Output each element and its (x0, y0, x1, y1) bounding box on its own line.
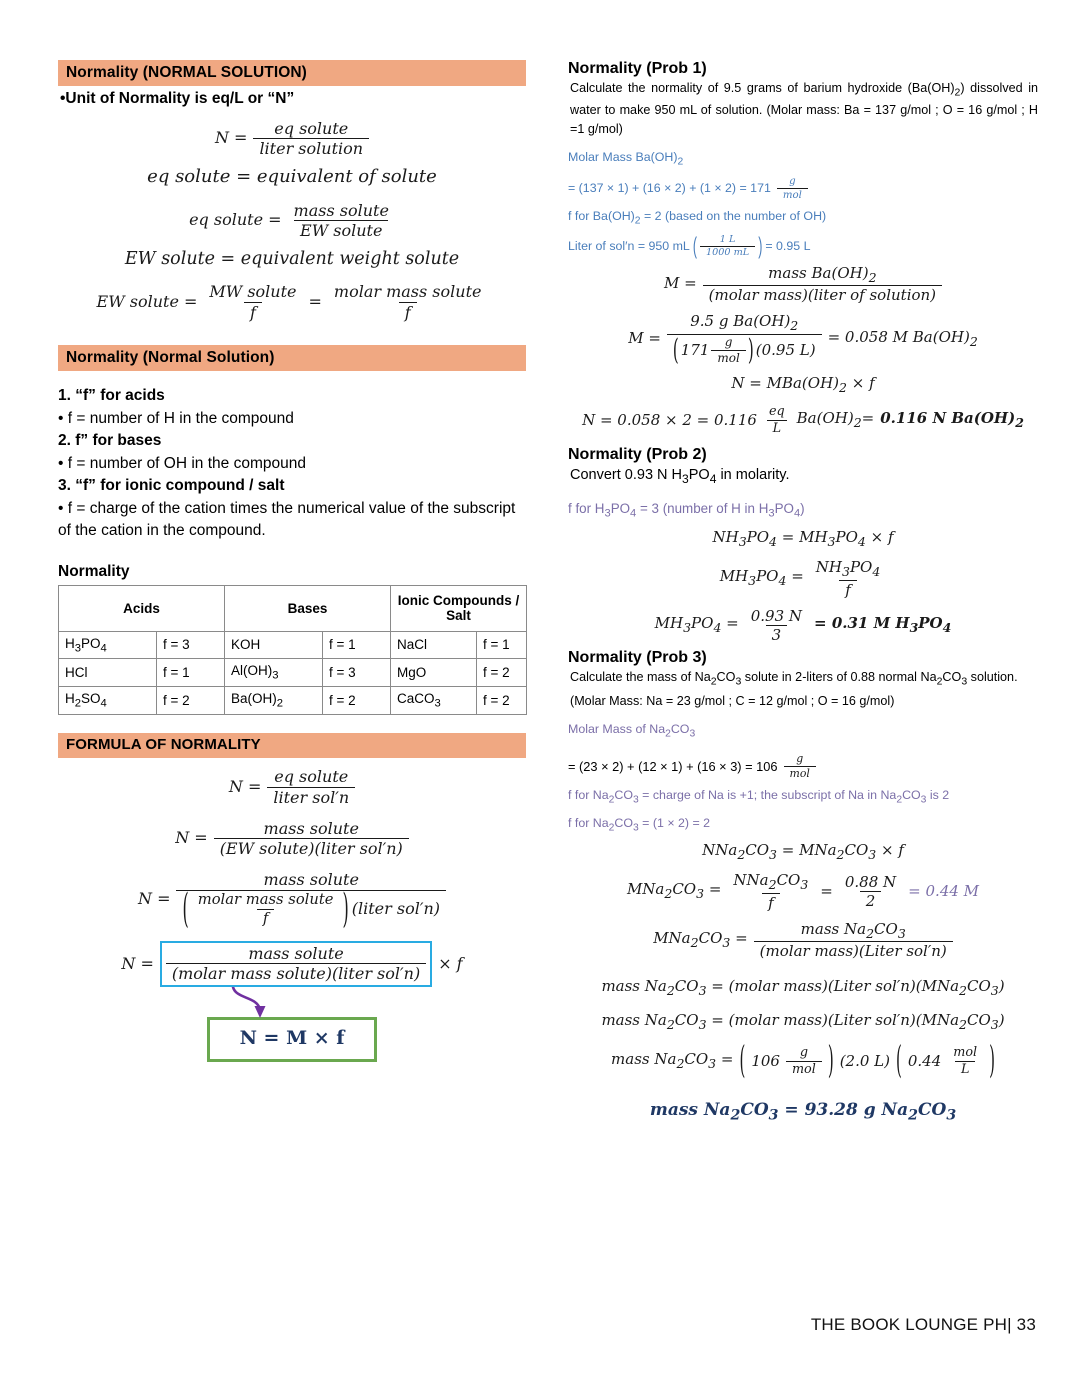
section-banner-formula-of-normality: FORMULA OF NORMALITY (58, 733, 526, 759)
cell-acid-f: f = 3 (157, 631, 225, 659)
p3-eqF-a: 106 (751, 1051, 780, 1070)
cell-base-formula: KOH (225, 631, 323, 659)
rule-2-heading: 2. f” for bases (58, 432, 162, 450)
f4-numerator: mass solute (248, 943, 344, 963)
page-footer: THE BOOK LOUNGE PH| 33 (810, 1315, 1036, 1334)
p3-eqF-c-unit-num: mol (953, 1045, 978, 1061)
problem-3-normality-relation: $NNa_2CO_3 = MNa_2CO_3 \times f$ (702, 840, 904, 862)
problem-1-molar-mass-calc (568, 176, 1038, 201)
equation-formula-2 (58, 820, 526, 858)
p3-eqF-paren-open-1: ( (739, 1037, 746, 1083)
p1-eqA-numerator: mass $Ba(OH)_2$ (768, 263, 877, 285)
arrow-container (58, 987, 526, 1021)
cell-acid-formula: HCl (59, 659, 157, 687)
f1-lhs: N = (228, 776, 262, 796)
cyan-highlight-box (160, 941, 432, 988)
p1-eqB-den-a: 171 (680, 341, 710, 360)
p1-liter-num: 1 L (719, 233, 736, 245)
rule-3-item: • f = charge of the cation times the numerical value of the subscript of the cation in the compound. (58, 499, 516, 540)
problem-1-molar-mass-label: Molar Mass $Ba(OH)_2$ (568, 149, 684, 168)
p2-eqB-denominator: f (839, 580, 857, 598)
rule-3-heading: 3. “f” for ionic compound / salt (58, 477, 285, 495)
equation-formula-4-highlighted (58, 941, 526, 988)
f3-inner-numerator: molar mass solute (197, 890, 334, 908)
f3-paren-open: ( (182, 885, 189, 933)
cell-salt-formula: MgO (391, 659, 477, 687)
eq1-lhs: N = (214, 128, 248, 148)
equation-formula-3 (58, 870, 526, 933)
p1-liter-tail: = 0.95 L (765, 239, 811, 254)
p1-mm-unit-num: g (789, 175, 796, 187)
p3-mm-text: = (23 × 2) + (12 × 1) + (16 × 3) = 106 (568, 759, 778, 775)
cell-acid-formula: $H_2SO_4$ (59, 686, 157, 714)
p1-final-unit-den: L (767, 420, 787, 436)
p3-eqB-equals: = (820, 881, 833, 900)
f1-denominator: liter sol′n (267, 787, 355, 806)
eq3-denominator: EW solute (294, 220, 388, 239)
f2-numerator: mass solute (263, 818, 359, 838)
table-row (59, 659, 527, 687)
equation-ew-solute-definition: EW solute = equivalent weight solute (124, 249, 460, 270)
cell-base-f: f = 2 (323, 686, 391, 714)
problem-3-statement: Calculate the mass of $Na_2CO_3$ solute in 2-liters of 0.88 normal $Na_2CO_3$ solution. (570, 670, 1018, 688)
cell-salt-f: f = 2 (477, 659, 527, 687)
eq1-denominator: liter solution (253, 138, 369, 157)
p1-eqB-paren-open: ( (672, 332, 679, 368)
cell-salt-formula: CaCO$_3$ (391, 686, 477, 714)
problem-2-molarity-formula (568, 559, 1038, 598)
problem-3-mass-substitution (568, 1037, 1038, 1083)
eq3-lhs: eq solute = (189, 210, 282, 230)
cell-acid-f: f = 1 (157, 659, 225, 687)
problem-3-mass-formula (568, 921, 1038, 960)
cell-acid-f: f = 2 (157, 686, 225, 714)
p1-eqB-numerator: 9.5 g $Ba(OH)_2$ (690, 312, 799, 334)
p1-liter-lead: Liter of sol′n = 950 mL (568, 239, 690, 254)
p3-mm-unit-num: g (796, 752, 804, 766)
cell-base-formula: $Al(OH)_3$ (225, 659, 323, 687)
f1-numerator: eq solute (274, 767, 349, 787)
problem-3-mass-derivation-2: mass $Na_2CO_3$ = (molar mass)(Liter $sol'n)(MNa_2CO_3)$ (601, 1010, 1005, 1032)
right-column (568, 60, 1038, 1124)
p1-final-unit-num: eq (768, 404, 785, 420)
p3-eqB-numerator-1: $NNa_2CO_3$ (733, 871, 809, 893)
equation-formula-1 (58, 768, 526, 806)
section-banner-normal-solution: Normality (NORMAL SOLUTION) (58, 60, 526, 86)
p1-liter-paren-open: ( (692, 232, 697, 260)
problem-2-statement: Convert 0.93 N $H_3PO_4$ in molarity. (570, 466, 790, 486)
p3-eqF-c-unit-den: L (955, 1061, 975, 1077)
eq1-numerator: eq solute (274, 118, 349, 138)
f-rules-list (58, 385, 526, 542)
p1-liter-paren-close: ) (758, 232, 763, 260)
eq5-denominator-1: f (244, 302, 262, 321)
p1-eqA-denominator: (molar mass)(liter of solution) (703, 285, 942, 303)
problem-1-title: Normality (Prob 1) (568, 60, 707, 77)
eq5-numerator-2: molar mass solute (333, 282, 482, 302)
table-row (59, 686, 527, 714)
p3-eqF-b: (2.0 L) (839, 1051, 890, 1070)
cell-salt-formula: NaCl (391, 631, 477, 659)
p3-eqF-lead: mass $Na_2CO_3$ = (611, 1050, 734, 1072)
table-header-ionic: Ionic Compounds / Salt (391, 585, 527, 631)
curved-arrow-icon (58, 987, 526, 1021)
problem-3-f-value: f for $Na_2CO_3 = (1 \times 2) = 2$ (568, 815, 711, 834)
p3-eqB-lhs: $MNa_2CO_3$ = (626, 880, 722, 902)
problem-3-molarity-answer: = 0.44 M (908, 881, 980, 900)
p1-eqA-lhs: M = (663, 274, 697, 293)
p2-eqC-numerator: 0.93 N (750, 606, 803, 625)
equation-eq-solute-fraction (58, 202, 526, 240)
problem-3-statement-molar-masses: (Molar Mass: Na = 23 g/mol ; C = 12 g/mol ; O = 16 g/mol) (570, 694, 895, 708)
eq5-equals: = (308, 291, 322, 311)
f3-inner-denominator: f (257, 909, 274, 927)
cell-salt-f: f = 1 (477, 631, 527, 659)
p3-eqC-denominator: (molar mass)(Liter sol′n) (754, 941, 953, 959)
normality-f-table (58, 585, 527, 715)
eq5-numerator-1: MW solute (209, 282, 297, 302)
p3-eqB-denominator-2: 2 (860, 891, 882, 909)
rule-1-item: • f = number of H in the compound (58, 409, 294, 427)
p1-mm-unit-den: mol (777, 188, 808, 201)
f4-denominator: (molar mass solute)(liter sol′n) (166, 963, 426, 982)
normality-unit-bullet: •Unit of Normality is eq/L or “N” (60, 90, 295, 108)
section-banner-f-rules: Normality (Normal Solution) (58, 345, 526, 371)
problem-1-statement: Calculate the normality of 9.5 grams of barium hydroxide $(Ba(OH)_2)$ dissolved in water to make 950 mL of solution. (Molar mass: Ba = 137 g/mol ; O = 16 g/mol ; H =1 g/mol) (570, 81, 1038, 137)
table-header-acids: Acids (59, 585, 225, 631)
p1-final-mid: $Ba(OH)_2=$ (796, 409, 875, 431)
p3-eqF-paren-close-1: ) (827, 1037, 834, 1083)
eq5-lhs: EW solute = (96, 291, 198, 311)
p2-eqC-lhs: $MH_3PO_4$ = (654, 614, 739, 636)
p1-eqB-paren-close: ) (747, 332, 754, 368)
problem-2-molarity-calc (568, 608, 1038, 643)
left-column (58, 60, 526, 1062)
problem-3-mass-derivation-1: mass $Na_2CO_3$ = (molar mass)(Liter $sol'n)(MNa_2CO_3)$ (601, 976, 1005, 998)
problem-3-molar-mass-label: Molar Mass of $Na_2CO_3$ (568, 721, 696, 739)
eq5-denominator-2: f (399, 302, 417, 321)
cell-base-f: f = 3 (323, 659, 391, 687)
p1-eqB-unit-den: mol (711, 350, 745, 365)
cell-base-formula: $Ba(OH)_2$ (225, 686, 323, 714)
problem-2-title: Normality (Prob 2) (568, 445, 707, 463)
problem-3-final-answer: mass $Na_2CO_3 = 93.28$ g $Na_2CO_3$ (649, 1099, 957, 1124)
problem-3-molarity-calc (568, 872, 1038, 911)
p3-mm-unit-den: mol (784, 766, 816, 780)
p1-final-lead: N = 0.058 × 2 = 0.116 (582, 410, 757, 429)
p2-eqB-numerator: $NH_3PO_4$ (815, 558, 881, 580)
p3-eqF-c: 0.44 (907, 1051, 942, 1070)
p3-eqC-numerator: mass $Na_2CO_3$ (800, 919, 906, 941)
f2-lhs: N = (175, 828, 208, 848)
f3-lhs: N = (137, 888, 171, 908)
equation-ew-solute-fraction (58, 283, 526, 321)
f3-numerator: mass solute (263, 870, 359, 890)
f4-tail: × f (438, 953, 463, 973)
problem-1-molarity-formula (568, 265, 1038, 304)
p2-eqC-denominator: 3 (766, 625, 788, 643)
rule-2-item: • f = number of OH in the compound (58, 454, 306, 472)
cell-acid-formula: $H_3PO_4$ (59, 631, 157, 659)
p3-eqF-a-unit-num: g (799, 1045, 808, 1061)
problem-1-answer: 0.116 N $Ba(OH)_2$ (880, 409, 1024, 431)
eq3-numerator: mass solute (293, 200, 389, 220)
f3-paren-close: ) (342, 885, 349, 933)
problem-2-f-value: f for $H_3PO_4 = 3$ (number of H in $H_3PO_4$) (568, 501, 805, 521)
f4-lhs: N = (121, 953, 154, 973)
p3-eqF-paren-open-2: ( (895, 1037, 902, 1083)
p2-eqB-lhs: $MH_3PO_4$ = (719, 567, 804, 589)
p1-eqB-result: = 0.058 M $Ba(OH)_2$ (827, 327, 978, 349)
p1-mm-text: = (137 × 1) + (16 × 2) + (1 × 2) = 171 (568, 180, 771, 195)
p3-eqB-numerator-2: 0.88 N (844, 872, 897, 891)
f2-denominator: (EW solute)(liter sol′n) (214, 838, 409, 857)
p3-eqB-denominator-1: f (762, 893, 780, 911)
problem-1-final-line (568, 405, 1038, 436)
problem-3-molar-mass-calc (568, 753, 1038, 779)
boxed-normality-molarity-relation: N = M × f (207, 1017, 378, 1062)
problem-1-f-value: f for $Ba(OH)_2 = 2$ (based on the number of OH) (568, 208, 827, 227)
p1-liter-den: 1000 mL (700, 246, 755, 258)
p1-eqB-lhs: M = (628, 329, 661, 348)
p1-eqB-unit-num: g (724, 334, 733, 349)
p3-eqC-lhs: $MNa_2CO_3$ = (653, 929, 748, 951)
problem-1-molarity-calc (568, 312, 1038, 368)
p3-eqF-a-unit-den: mol (786, 1061, 822, 1077)
table-label: Normality (58, 562, 130, 580)
problem-2-answer: = 0.31 M $H_3PO_4$ (814, 614, 952, 636)
f3-den-tail: (liter sol′n) (351, 899, 440, 919)
table-header-row (59, 585, 527, 631)
p1-eqB-den-b: (0.95 L) (755, 341, 816, 360)
p3-eqF-paren-close-2: ) (989, 1037, 995, 1083)
table-row (59, 631, 527, 659)
problem-1-liter-conversion (568, 232, 1038, 260)
rule-1-heading: 1. “f” for acids (58, 387, 165, 405)
cell-salt-f: f = 2 (477, 686, 527, 714)
problem-3-f-explanation: f for $Na_2CO_3$ = charge of Na is +1; the subscript of Na in $Na_2CO_3$ is 2 (568, 787, 950, 806)
equation-normality-definition (58, 120, 526, 158)
table-header-bases: Bases (225, 585, 391, 631)
cell-base-f: f = 1 (323, 631, 391, 659)
equation-eq-solute-definition: eq solute = equivalent of solute (147, 166, 437, 188)
problem-2-normality-relation: $NH_3PO_4 = MH_3PO_4 \times f$ (712, 527, 894, 549)
problem-1-normality-relation: $N = MBa(OH)_2 \times f$ (731, 373, 875, 395)
problem-3-title: Normality (Prob 3) (568, 649, 707, 667)
